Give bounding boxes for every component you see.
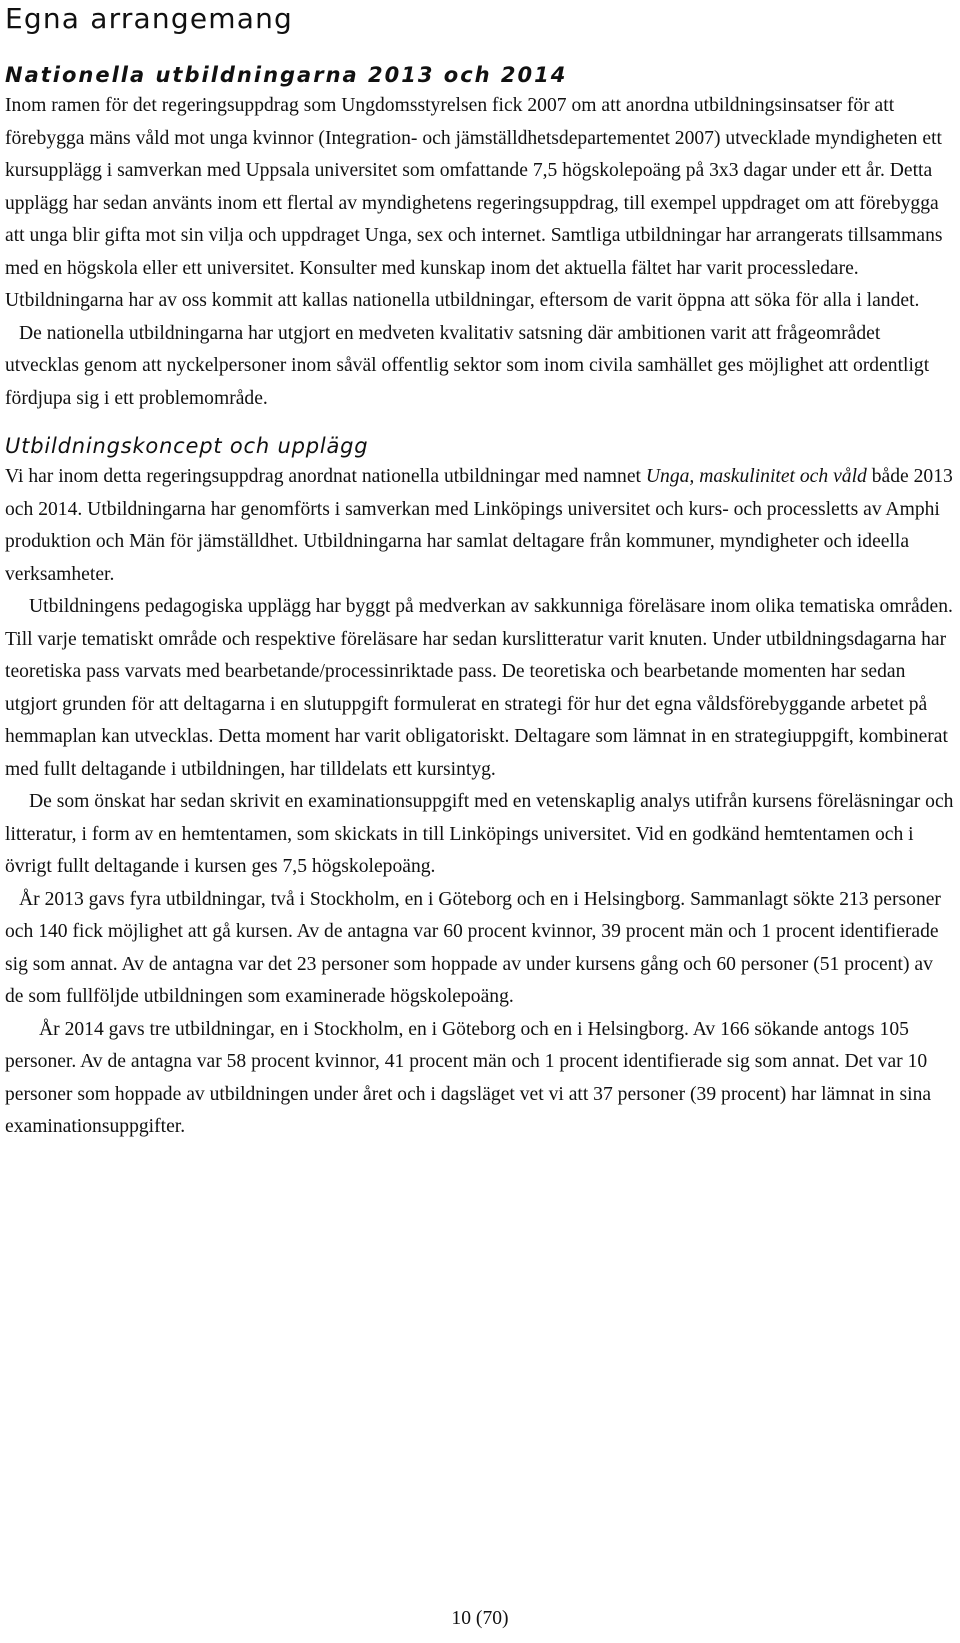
paragraph-intro: Inom ramen för det regeringsuppdrag som Ungdomsstyrelsen fick 2007 om att anordna utbildningsinsatser för att förebygga mäns våld mot unga kvinnor (Integration- och jämställdhetsdepartementet 2007) utvecklade myndigheten ett kursupplägg i samverkan med Uppsala universitet som omfattande 7,5 högskolepoäng på 3x3 dagar under ett år. Detta upplägg har sedan använts inom ett flertal av myndighetens regeringsuppdrag, till exempel uppdraget om att förebygga att unga blir gifta mot sin vilja och uppdraget Unga, sex och internet. Samtliga utbildningar har arrangerats tillsammans med en högskola eller ett universitet. Konsulter med kunskap inom det aktuella fältet har varit processledare. Utbildningarna har av oss kommit att kallas nationella utbildningar, eftersom de varit öppna att söka för alla i landet. [5, 95, 943, 311]
paragraph-examination: De som önskat har sedan skrivit en examinationsuppgift med en vetenskaplig analys utifrån kursens föreläsningar och litteratur, i form av en hemtentamen, som skickats in till Linköpings universitet. Vid en godkänd hemtentamen och i övrigt fullt deltagande i kursen ges 7,5 högskolepoäng. [5, 791, 954, 877]
paragraph-concept-text-a: Vi har inom detta regeringsuppdrag anordnat nationella utbildningar med namnet [5, 466, 646, 487]
page-number: 10 (70) [451, 1608, 509, 1629]
section-heading-concept: Utbildningskoncept och upplägg [5, 434, 369, 458]
paragraph-concept-text-b: både 2013 och 2014. Utbildningarna har genomförts i samverkan med Linköpings universitet och kurs- och processletts av Amphi produktion och Män för jämställdhet. Utbildningarna har samlat deltagare från kommuner, myndigheter och ideella verksamheter. [5, 466, 953, 585]
page-title: Egna arrangemang [5, 2, 294, 35]
course-name: Unga, maskulinitet och våld [645, 466, 867, 487]
paragraph-2013: År 2013 gavs fyra utbildningar, två i Stockholm, en i Göteborg och en i Helsingborg. Sammanlagt sökte 213 personer och 140 fick möjlighet att gå kursen. Av de antagna var 60 procent kvinnor, 39 procent män och 1 procent identifierade sig som annat. Av de antagna var det 23 personer som hoppade av under kursens gång och 60 personer (51 procent) av de som fullföljde utbildningen som examinerade högskolepoäng. [5, 888, 941, 1007]
document-page [5, 0, 955, 1144]
section-heading-national-trainings: Nationella utbildningarna 2013 och 2014 [5, 63, 568, 87]
paragraph-pedagogy: Utbildningens pedagogiska upplägg har byggt på medverkan av sakkunniga föreläsare inom olika tematiska områden. Till varje tematiskt område och respektive föreläsare har sedan kurslitteratur varit knuten. Under utbildningsdagarna har teoretiska pass varvats med bearbetande/processinriktade pass. De teoretiska och bearbetande momenten har sedan utgjort grunden för att deltagarna i en slutuppgift formulerat en strategi för hur det egna våldsförebyggande arbetet på hemmaplan kan utvecklas. Detta moment har varit obligatoriskt. Deltagare som lämnat in en strategiuppgift, kombinerat med fullt deltagande i utbildningen, har tilldelats ett kursintyg. [5, 596, 953, 780]
paragraph-ambition: De nationella utbildningarna har utgjort en medveten kvalitativ satsning där ambitionen varit att frågeområdet utvecklas genom att nyckelpersoner inom såväl offentlig sektor som inom civila samhället ges möjlighet att ordentligt fördjupa sig i ett problemområde. [5, 322, 930, 409]
paragraph-concept [5, 461, 955, 591]
paragraph-2014: År 2014 gavs tre utbildningar, en i Stockholm, en i Göteborg och en i Helsingborg. Av 166 sökande antogs 105 personer. Av de antagna var 58 procent kvinnor, 41 procent män och 1 procent identifierade sig som annat. Det var 10 personer som hoppade av utbildningen under året och i dagsläget vet vi att 37 personer (39 procent) har lämnat in sina examinationsuppgifter. [5, 1018, 932, 1137]
